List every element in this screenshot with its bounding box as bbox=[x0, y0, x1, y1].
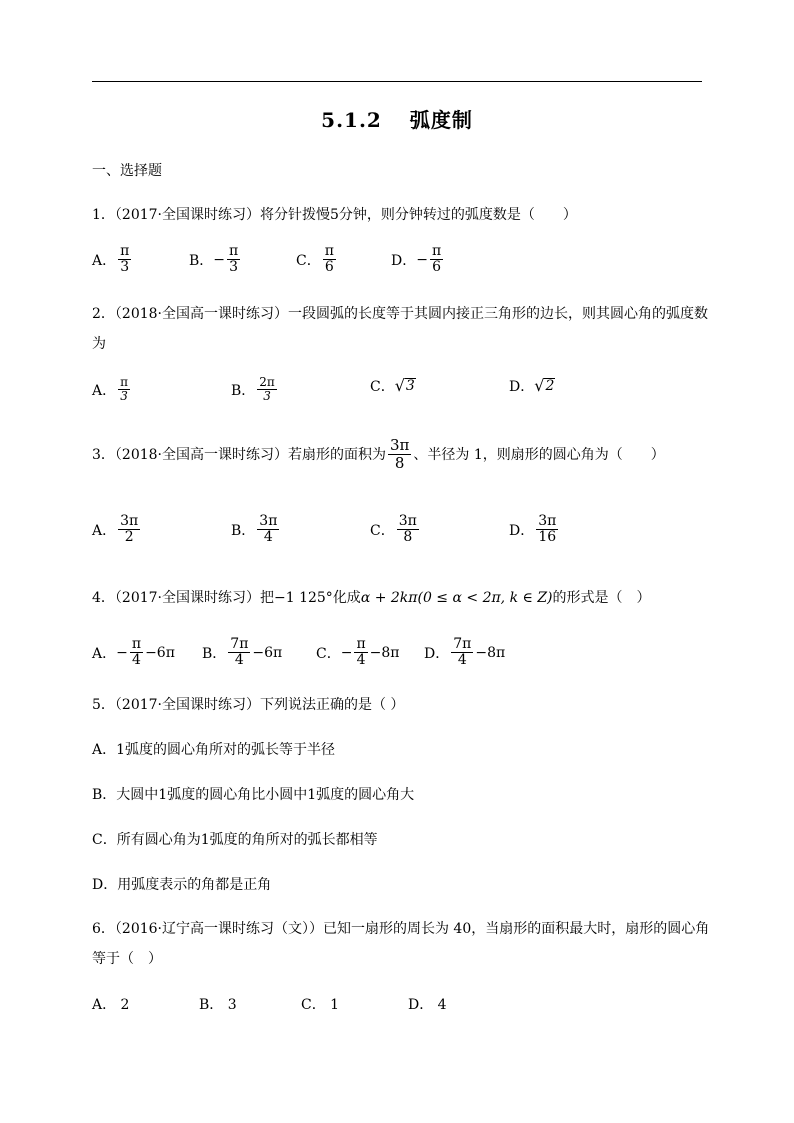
fraction bbox=[536, 514, 558, 546]
fraction bbox=[323, 244, 336, 276]
fraction bbox=[257, 514, 279, 546]
question-3 bbox=[92, 437, 665, 471]
q6-option-a[interactable]: A． 2 bbox=[92, 997, 130, 1013]
question-6-line-2: 等于（ ） bbox=[92, 951, 162, 967]
title-text: 弧度制 bbox=[409, 108, 473, 132]
option-letter: B． bbox=[202, 645, 227, 662]
option-sign: − bbox=[116, 644, 128, 661]
denominator: 4 bbox=[263, 529, 273, 546]
question-4-text-mid: 化成 bbox=[332, 590, 361, 606]
fraction bbox=[354, 637, 367, 669]
fraction bbox=[388, 437, 411, 471]
question-2-line-2: 为 bbox=[92, 336, 106, 352]
option-tail: −6π bbox=[252, 644, 283, 661]
q5-option-d[interactable]: D．用弧度表示的角都是正角 bbox=[92, 877, 272, 893]
q2-option-d[interactable] bbox=[509, 376, 555, 396]
question-3-text-pre: 3．（2018·全国高一课时练习）若扇形的面积为 bbox=[92, 447, 386, 463]
option-letter: C． bbox=[316, 645, 341, 662]
option-letter: A． bbox=[92, 382, 117, 399]
radicand: 3 bbox=[405, 377, 415, 394]
q3-option-c[interactable] bbox=[370, 514, 421, 546]
numerator: 3π bbox=[259, 513, 278, 529]
question-4-text-pre: 4．（2017·全国课时练习）把 bbox=[92, 590, 274, 606]
option-letter: D． bbox=[509, 522, 535, 539]
numerator: 7π bbox=[230, 636, 249, 652]
question-6-line-1: 6．（2016·辽宁高一课时练习（文））已知一扇形的周长为 40，当扇形的面积最大时，扇形的圆心角 bbox=[92, 921, 710, 937]
numerator: π bbox=[120, 375, 129, 389]
option-sign: − bbox=[340, 644, 353, 661]
denominator: 3 bbox=[120, 389, 128, 404]
option-sign: − bbox=[213, 251, 226, 268]
denominator: 6 bbox=[324, 259, 334, 276]
section-heading: 一、选择题 bbox=[92, 163, 162, 179]
fraction bbox=[451, 637, 473, 669]
option-letter: B． bbox=[189, 252, 214, 269]
option-tail: −8π bbox=[475, 644, 506, 661]
option-letter: B． bbox=[231, 382, 256, 399]
option-letter: C． bbox=[370, 522, 395, 539]
fraction bbox=[257, 376, 277, 403]
fraction bbox=[228, 637, 250, 669]
q1-option-b[interactable] bbox=[189, 244, 242, 276]
question-2-line-1: 2．（2018·全国高一课时练习）一段圆弧的长度等于其圆内接正三角形的边长，则其圆心角的弧度数 bbox=[92, 306, 708, 322]
q6-option-c[interactable]: C． 1 bbox=[301, 997, 340, 1013]
q2-option-b[interactable] bbox=[231, 376, 279, 403]
denominator: 4 bbox=[356, 652, 366, 669]
numerator: π bbox=[131, 636, 142, 652]
numerator: π bbox=[431, 243, 442, 259]
fraction bbox=[227, 244, 240, 276]
q6-option-b[interactable]: B． 3 bbox=[199, 997, 237, 1013]
header-rule bbox=[92, 81, 702, 82]
option-tail: −6π bbox=[145, 644, 175, 661]
q1-option-d[interactable] bbox=[391, 244, 445, 276]
q5-option-b[interactable]: B．大圆中1弧度的圆心角比小圆中1弧度的圆心角大 bbox=[92, 787, 415, 803]
question-4-text-post: 的形式是（ ） bbox=[552, 590, 651, 606]
square-root bbox=[534, 378, 555, 394]
question-3-text-post: 、半径为 1，则扇形的圆心角为（ ） bbox=[413, 447, 665, 463]
option-letter: D． bbox=[391, 252, 417, 269]
denominator: 6 bbox=[432, 259, 442, 276]
q4-option-c[interactable] bbox=[316, 637, 400, 669]
fraction bbox=[397, 514, 419, 546]
option-letter: D． bbox=[509, 379, 535, 395]
q4-option-a[interactable] bbox=[92, 637, 175, 669]
option-letter: C． bbox=[296, 252, 321, 269]
denominator: 16 bbox=[538, 529, 557, 546]
numerator: 7π bbox=[453, 636, 472, 652]
option-letter: A． bbox=[92, 522, 117, 539]
q2-option-c[interactable] bbox=[370, 376, 416, 396]
denominator: 4 bbox=[457, 652, 467, 669]
denominator: 8 bbox=[394, 453, 405, 472]
denominator: 4 bbox=[234, 652, 244, 669]
q4-option-b[interactable] bbox=[202, 637, 282, 669]
numerator: 3π bbox=[398, 513, 417, 529]
option-letter: D． bbox=[424, 645, 450, 662]
radicand: 2 bbox=[545, 377, 555, 394]
fraction bbox=[430, 244, 443, 276]
numerator: π bbox=[229, 243, 239, 259]
q3-option-d[interactable] bbox=[509, 514, 560, 546]
numerator: π bbox=[324, 243, 334, 259]
denominator: 8 bbox=[403, 529, 413, 546]
denominator: 4 bbox=[132, 652, 141, 669]
option-tail: −8π bbox=[369, 644, 400, 661]
question-1: 1．（2017·全国课时练习）将分针拨慢5分钟，则分钟转过的弧度数是（ ） bbox=[92, 207, 577, 223]
q3-option-b[interactable] bbox=[231, 514, 281, 546]
q1-option-c[interactable] bbox=[296, 244, 338, 276]
question-4 bbox=[92, 587, 651, 607]
q5-option-a[interactable]: A．1弧度的圆心角所对的弧长等于半径 bbox=[92, 742, 336, 758]
title-number: 5.1.2 bbox=[321, 108, 382, 132]
q6-option-d[interactable]: D． 4 bbox=[408, 997, 447, 1013]
numerator: 2π bbox=[259, 375, 275, 389]
question-4-formula: α + 2kπ(0 ≤ α < 2π, k ∈ Z) bbox=[360, 590, 553, 606]
fraction bbox=[118, 514, 140, 546]
numerator: 3π bbox=[120, 513, 139, 529]
denominator: 3 bbox=[120, 259, 130, 276]
q2-option-a[interactable] bbox=[92, 376, 132, 403]
radical-sign: √ bbox=[394, 376, 405, 396]
numerator: 3π bbox=[390, 436, 410, 454]
q4-option-d[interactable] bbox=[424, 637, 505, 669]
q3-option-a[interactable] bbox=[92, 514, 142, 546]
q1-option-a[interactable] bbox=[92, 244, 133, 276]
numerator: π bbox=[120, 243, 130, 259]
square-root bbox=[395, 378, 416, 394]
page-title bbox=[0, 104, 794, 133]
option-sign: − bbox=[416, 251, 428, 268]
denominator: 2 bbox=[124, 529, 134, 546]
question-5: 5．（2017·全国课时练习）下列说法正确的是（ ） bbox=[92, 697, 405, 713]
fraction bbox=[118, 244, 131, 276]
option-letter: C． bbox=[370, 379, 395, 395]
option-letter: A． bbox=[92, 645, 117, 662]
fraction bbox=[130, 637, 143, 669]
question-4-angle: −1 125° bbox=[274, 590, 333, 606]
option-letter: B． bbox=[231, 522, 256, 539]
numerator: π bbox=[356, 636, 366, 652]
q5-option-c[interactable]: C．所有圆心角为1弧度的角所对的弧长都相等 bbox=[92, 832, 378, 848]
denominator: 3 bbox=[263, 389, 271, 404]
radical-sign: √ bbox=[534, 376, 545, 396]
fraction bbox=[118, 376, 130, 403]
option-letter: A． bbox=[92, 252, 117, 269]
denominator: 3 bbox=[229, 259, 239, 276]
numerator: 3π bbox=[538, 513, 557, 529]
